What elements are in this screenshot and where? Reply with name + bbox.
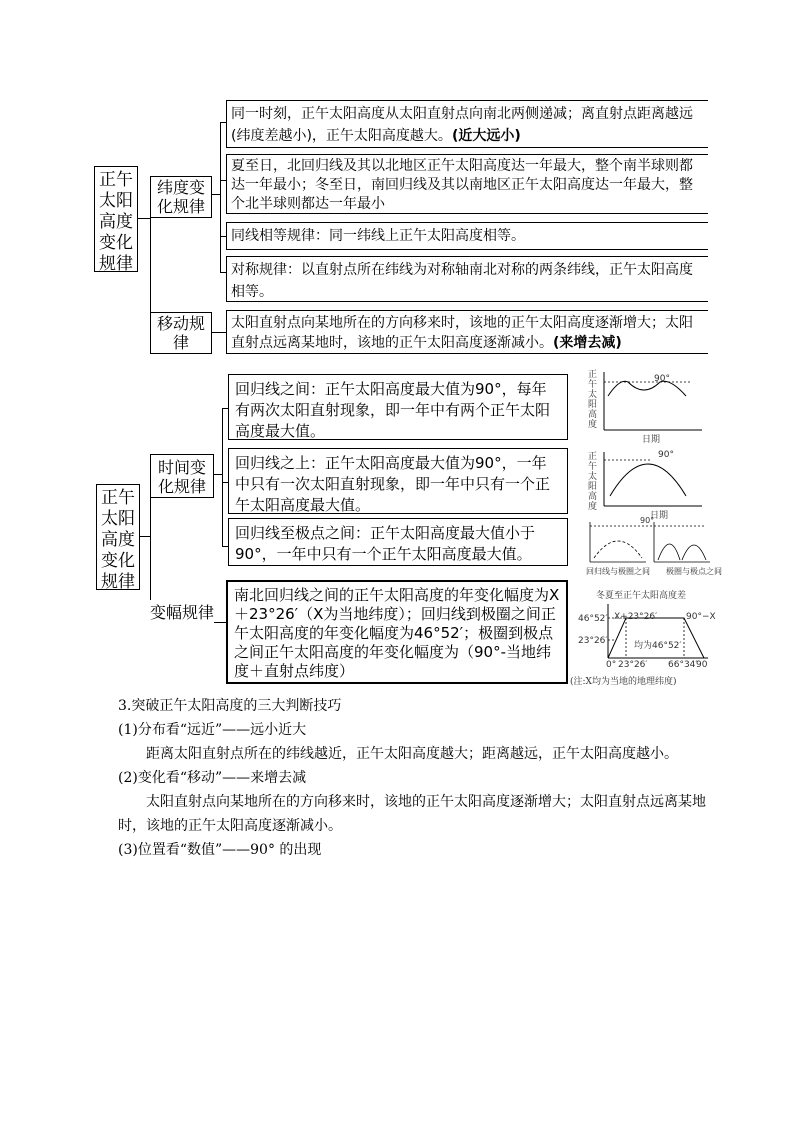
range-item — [226, 580, 568, 684]
connector — [140, 536, 150, 537]
time-item-text: 回归线至极点之间：正午太阳高度最大值小于90°，一年中只有一个正午太阳高度最大值。 — [235, 524, 536, 563]
time-item-text: 回归线之间：正午太阳高度最大值为90°，每年有两次太阳直射现象，即一年中有两个正午太阳高度最大值。 — [235, 380, 551, 440]
time-item — [228, 374, 568, 440]
connector — [138, 218, 150, 219]
connector — [212, 194, 220, 195]
time-item — [228, 448, 568, 514]
branch-time — [150, 454, 214, 498]
connector — [214, 474, 222, 475]
tip-3-title: (3)位置看“数值”——90° 的出现 — [118, 842, 322, 858]
chart-90-label: 90° — [654, 374, 670, 384]
chart-90-label: 90° — [658, 450, 674, 460]
branch-latitude-label: 纬度变化规律 — [156, 178, 205, 216]
diagram1-root — [94, 166, 138, 272]
latitude-item — [226, 154, 708, 214]
range-label-4652: 46°52′ — [578, 614, 608, 624]
chart-ylabel — [588, 452, 598, 512]
range-label-x0: 0° — [606, 660, 617, 670]
time-item — [228, 518, 568, 566]
section-heading: 3.突破正午太阳高度的三大判断技巧 — [118, 698, 342, 714]
connector — [220, 122, 221, 272]
branch-time-label: 时间变化规律 — [157, 458, 206, 496]
chart-ylabel-text: 正午太阳高度 — [588, 452, 598, 512]
latitude-item — [226, 100, 708, 148]
range-chart-note: (注:X均为当地的地理纬度) — [570, 677, 677, 687]
chart-xlabel: 日期 — [642, 435, 661, 445]
latitude-item-bold: (近大远小) — [451, 128, 521, 144]
connector — [214, 622, 226, 623]
chart-ylabel — [588, 370, 598, 430]
latitude-item-text: 同线相等规律：同一纬线上正午太阳高度相等。 — [231, 228, 525, 244]
latitude-item-text: 对称规律：以直射点所在纬线为对称轴南北对称的两条纬线，正午太阳高度相等。 — [231, 262, 693, 300]
range-label-x3: 90 — [696, 660, 708, 670]
chart-caption-right: 极圈与极点之间 — [666, 567, 722, 576]
move-item-text: 太阳直射点向某地所在的方向移来时，该地的正午太阳高度逐渐增大；太阳直射点远离某地时，该地的正午太阳高度逐渐减小。 — [231, 315, 693, 351]
range-label-top-left: X+23°26′ — [614, 612, 658, 622]
tip-2-title: (2)变化看“移动”——来增去减 — [118, 770, 307, 786]
tip-1-title: (1)分布看“远近”——远小近大 — [118, 722, 307, 738]
range-label-top-right: 90°−X — [686, 612, 716, 622]
time-item-text: 回归线之上：正午太阳高度最大值为90°，一年中只有一次太阳直射现象，即一年中只有一个正午太阳高度最大值。 — [235, 454, 551, 514]
diagram2-root — [96, 484, 140, 590]
range-label-x1: 23°26′ — [618, 660, 648, 670]
range-chart — [604, 600, 714, 664]
branch-latitude — [150, 176, 212, 218]
chart-xlabel: 日期 — [650, 511, 669, 521]
latitude-item-text: 夏至日，北回归线及其以北地区正午太阳高度达一年最大，整个南半球则都达一年最小；冬至日，南回归线及其以南地区正午太阳高度达一年最大，整个北半球则都达一年最小 — [231, 158, 693, 212]
branch-range-label: 变幅规律 — [150, 603, 215, 622]
range-item-text: 南北回归线之间的正午太阳高度的年变化幅度为X＋23°26′（X为当地纬度）；回归线到极圈之间正午太阳高度的年变化幅度为46°52′；极圈到极点之间正午太阳高度的年变化幅度为（90°-当地纬度＋直射点纬度） — [234, 586, 560, 680]
diagram1-root-label: 正午太阳高度变化规律 — [99, 170, 133, 274]
chart-90-label: 90° — [640, 516, 655, 525]
branch-move-label: 移动规律 — [156, 314, 205, 352]
branch-move — [150, 312, 212, 354]
move-item-bold: (来增去减) — [553, 335, 622, 351]
range-chart-title: 冬夏至正午太阳高度差 — [596, 591, 687, 601]
range-label-2326: 23°26′ — [578, 636, 608, 646]
latitude-item — [226, 222, 708, 250]
chart-caption-left: 回归线与极圈之间 — [586, 567, 650, 576]
branch-range — [150, 600, 214, 644]
tip-2-body-line2: 时，该地的正午太阳高度逐渐减小。 — [118, 818, 342, 834]
range-label-mid: 均为46°52′ — [634, 641, 682, 651]
chart-one-max-90 — [582, 448, 712, 520]
move-item — [226, 310, 708, 354]
tip-2-body-line1: 太阳直射点向某地所在的方向移来时，该地的正午太阳高度逐渐增大；太阳直射点远离某地 — [146, 794, 706, 810]
chart-ylabel-text: 正午太阳高度 — [588, 370, 598, 430]
connector — [212, 332, 226, 333]
connector — [222, 408, 223, 546]
range-label-x2: 66°34′ — [668, 660, 698, 670]
latitude-item-text: 同一时刻，正午太阳高度从太阳直射点向南北两侧递减；离直射点距离越远(纬度差越小)，正午太阳高度越大。 — [231, 106, 693, 144]
latitude-item — [226, 256, 708, 302]
diagram2-root-label: 正午太阳高度变化规律 — [101, 488, 135, 592]
tip-1-body: 距离太阳直射点所在的纬线越近，正午太阳高度越大；距离越远，正午太阳高度越小。 — [146, 746, 678, 762]
